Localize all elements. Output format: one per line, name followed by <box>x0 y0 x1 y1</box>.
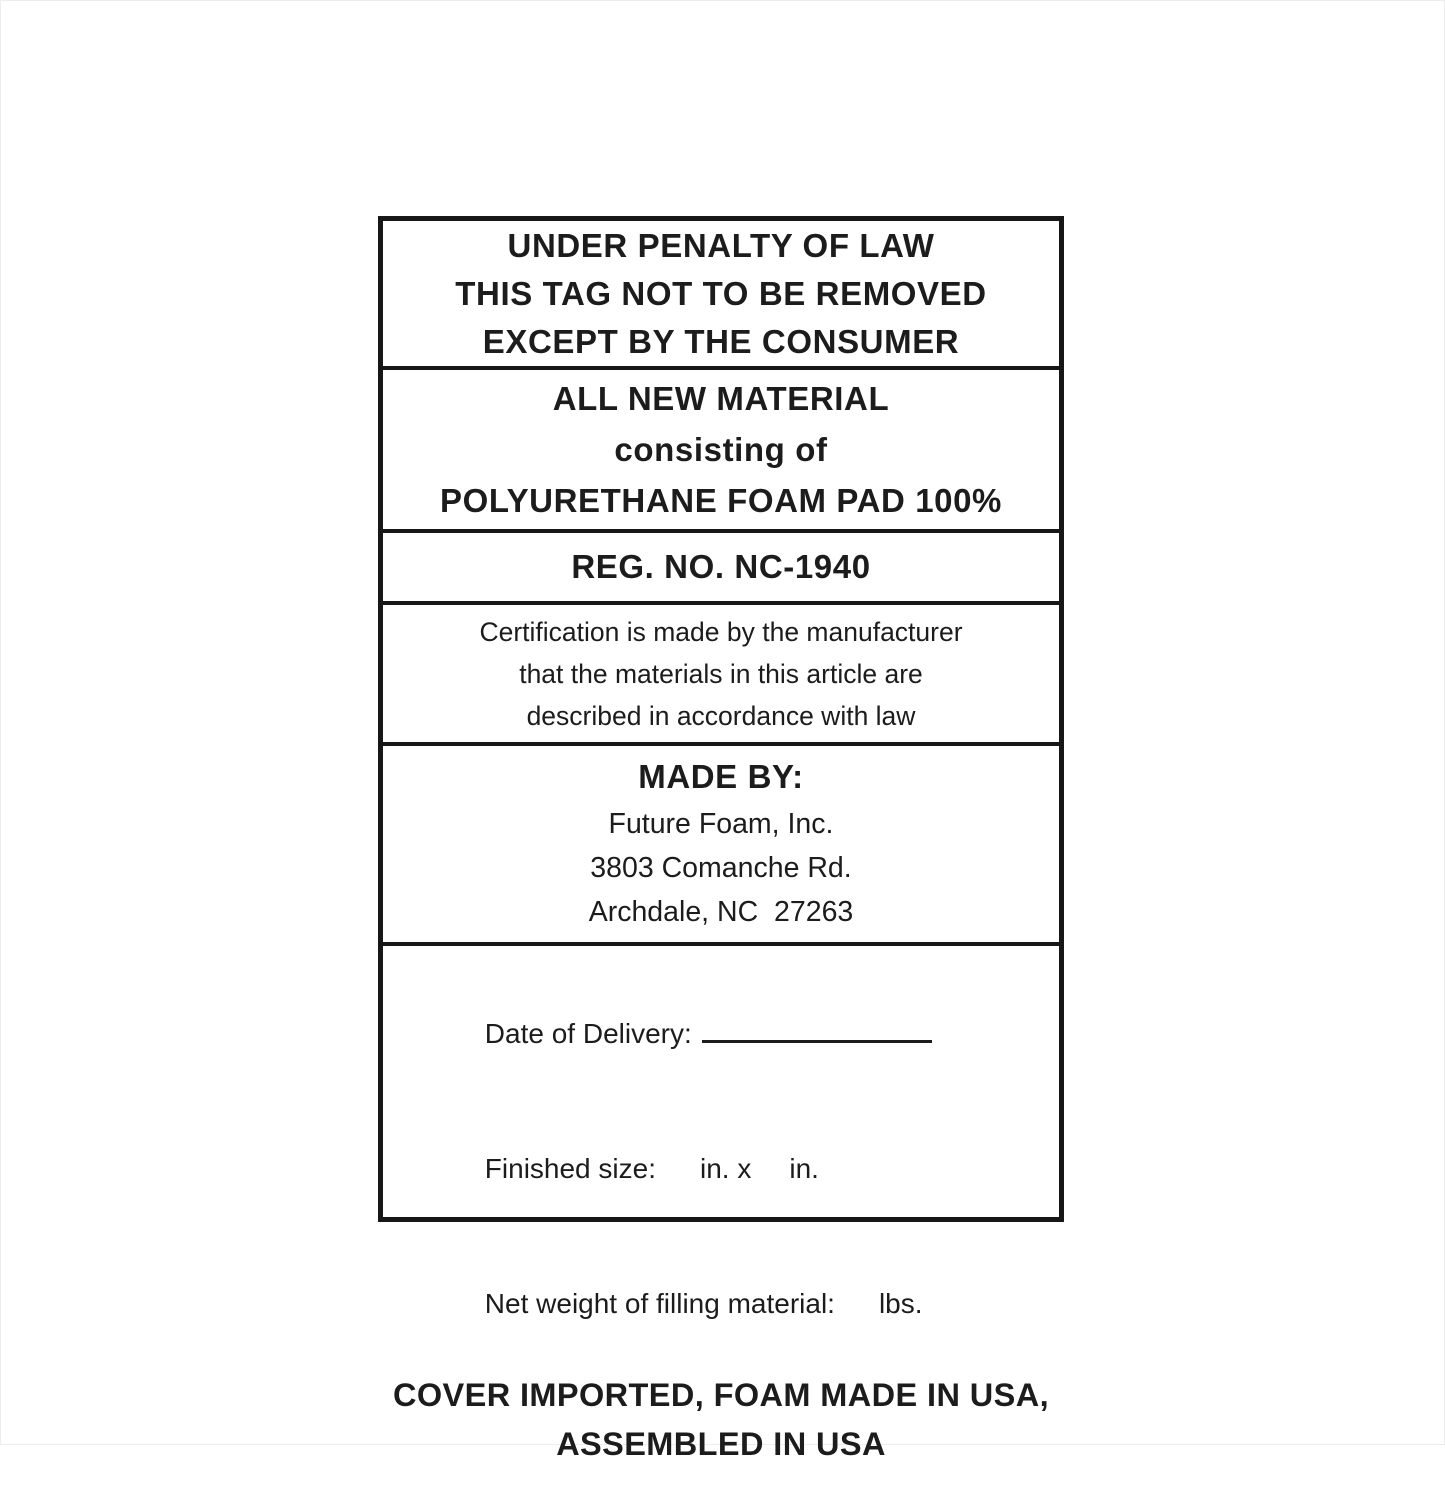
finished-size-row <box>407 1101 1059 1236</box>
section-delivery-details <box>383 946 1059 1485</box>
material-line: POLYURETHANE FOAM PAD 100% <box>439 482 1003 519</box>
penalty-line: UNDER PENALTY OF LAW <box>507 226 935 264</box>
material-line: ALL NEW MATERIAL <box>552 380 890 417</box>
date-of-delivery-row <box>407 966 1059 1101</box>
certification-line: Certification is made by the manufacturer <box>479 616 963 647</box>
section-manufacturer <box>383 746 1059 946</box>
date-of-delivery-blank <box>702 1015 932 1043</box>
origin-statement-block <box>383 1371 1059 1469</box>
section-registration-number <box>383 533 1059 605</box>
manufacturer-city-state-zip: Archdale, NC 27263 <box>588 896 854 928</box>
finished-size-unit-2: in. <box>789 1153 819 1184</box>
section-certification <box>383 605 1059 746</box>
made-by-heading: MADE BY: <box>638 758 804 795</box>
net-weight-row <box>407 1236 1059 1371</box>
law-label-tag <box>378 216 1064 1462</box>
manufacturer-street: 3803 Comanche Rd. <box>590 852 852 884</box>
certification-line: that the materials in this article are <box>519 658 923 689</box>
material-line: consisting of <box>614 431 828 468</box>
certification-line: described in accordance with law <box>526 700 916 731</box>
penalty-line: EXCEPT BY THE CONSUMER <box>482 322 960 360</box>
finished-size-unit-1: in. x <box>699 1153 752 1184</box>
delivery-details-block <box>383 966 1059 1371</box>
section-penalty-warning <box>383 221 1059 370</box>
finished-size-label: Finished size: <box>484 1153 656 1184</box>
penalty-line: THIS TAG NOT TO BE REMOVED <box>455 274 987 312</box>
section-material-contents <box>383 370 1059 533</box>
origin-statement-line: ASSEMBLED IN USA <box>556 1426 886 1462</box>
manufacturer-name: Future Foam, Inc. <box>608 808 834 840</box>
registration-number: REG. NO. NC-1940 <box>571 548 871 585</box>
net-weight-label: Net weight of filling material: <box>484 1288 835 1319</box>
net-weight-unit: lbs. <box>878 1288 923 1319</box>
date-of-delivery-label: Date of Delivery: <box>484 1018 692 1049</box>
origin-statement-line: COVER IMPORTED, FOAM MADE IN USA, <box>393 1377 1049 1413</box>
